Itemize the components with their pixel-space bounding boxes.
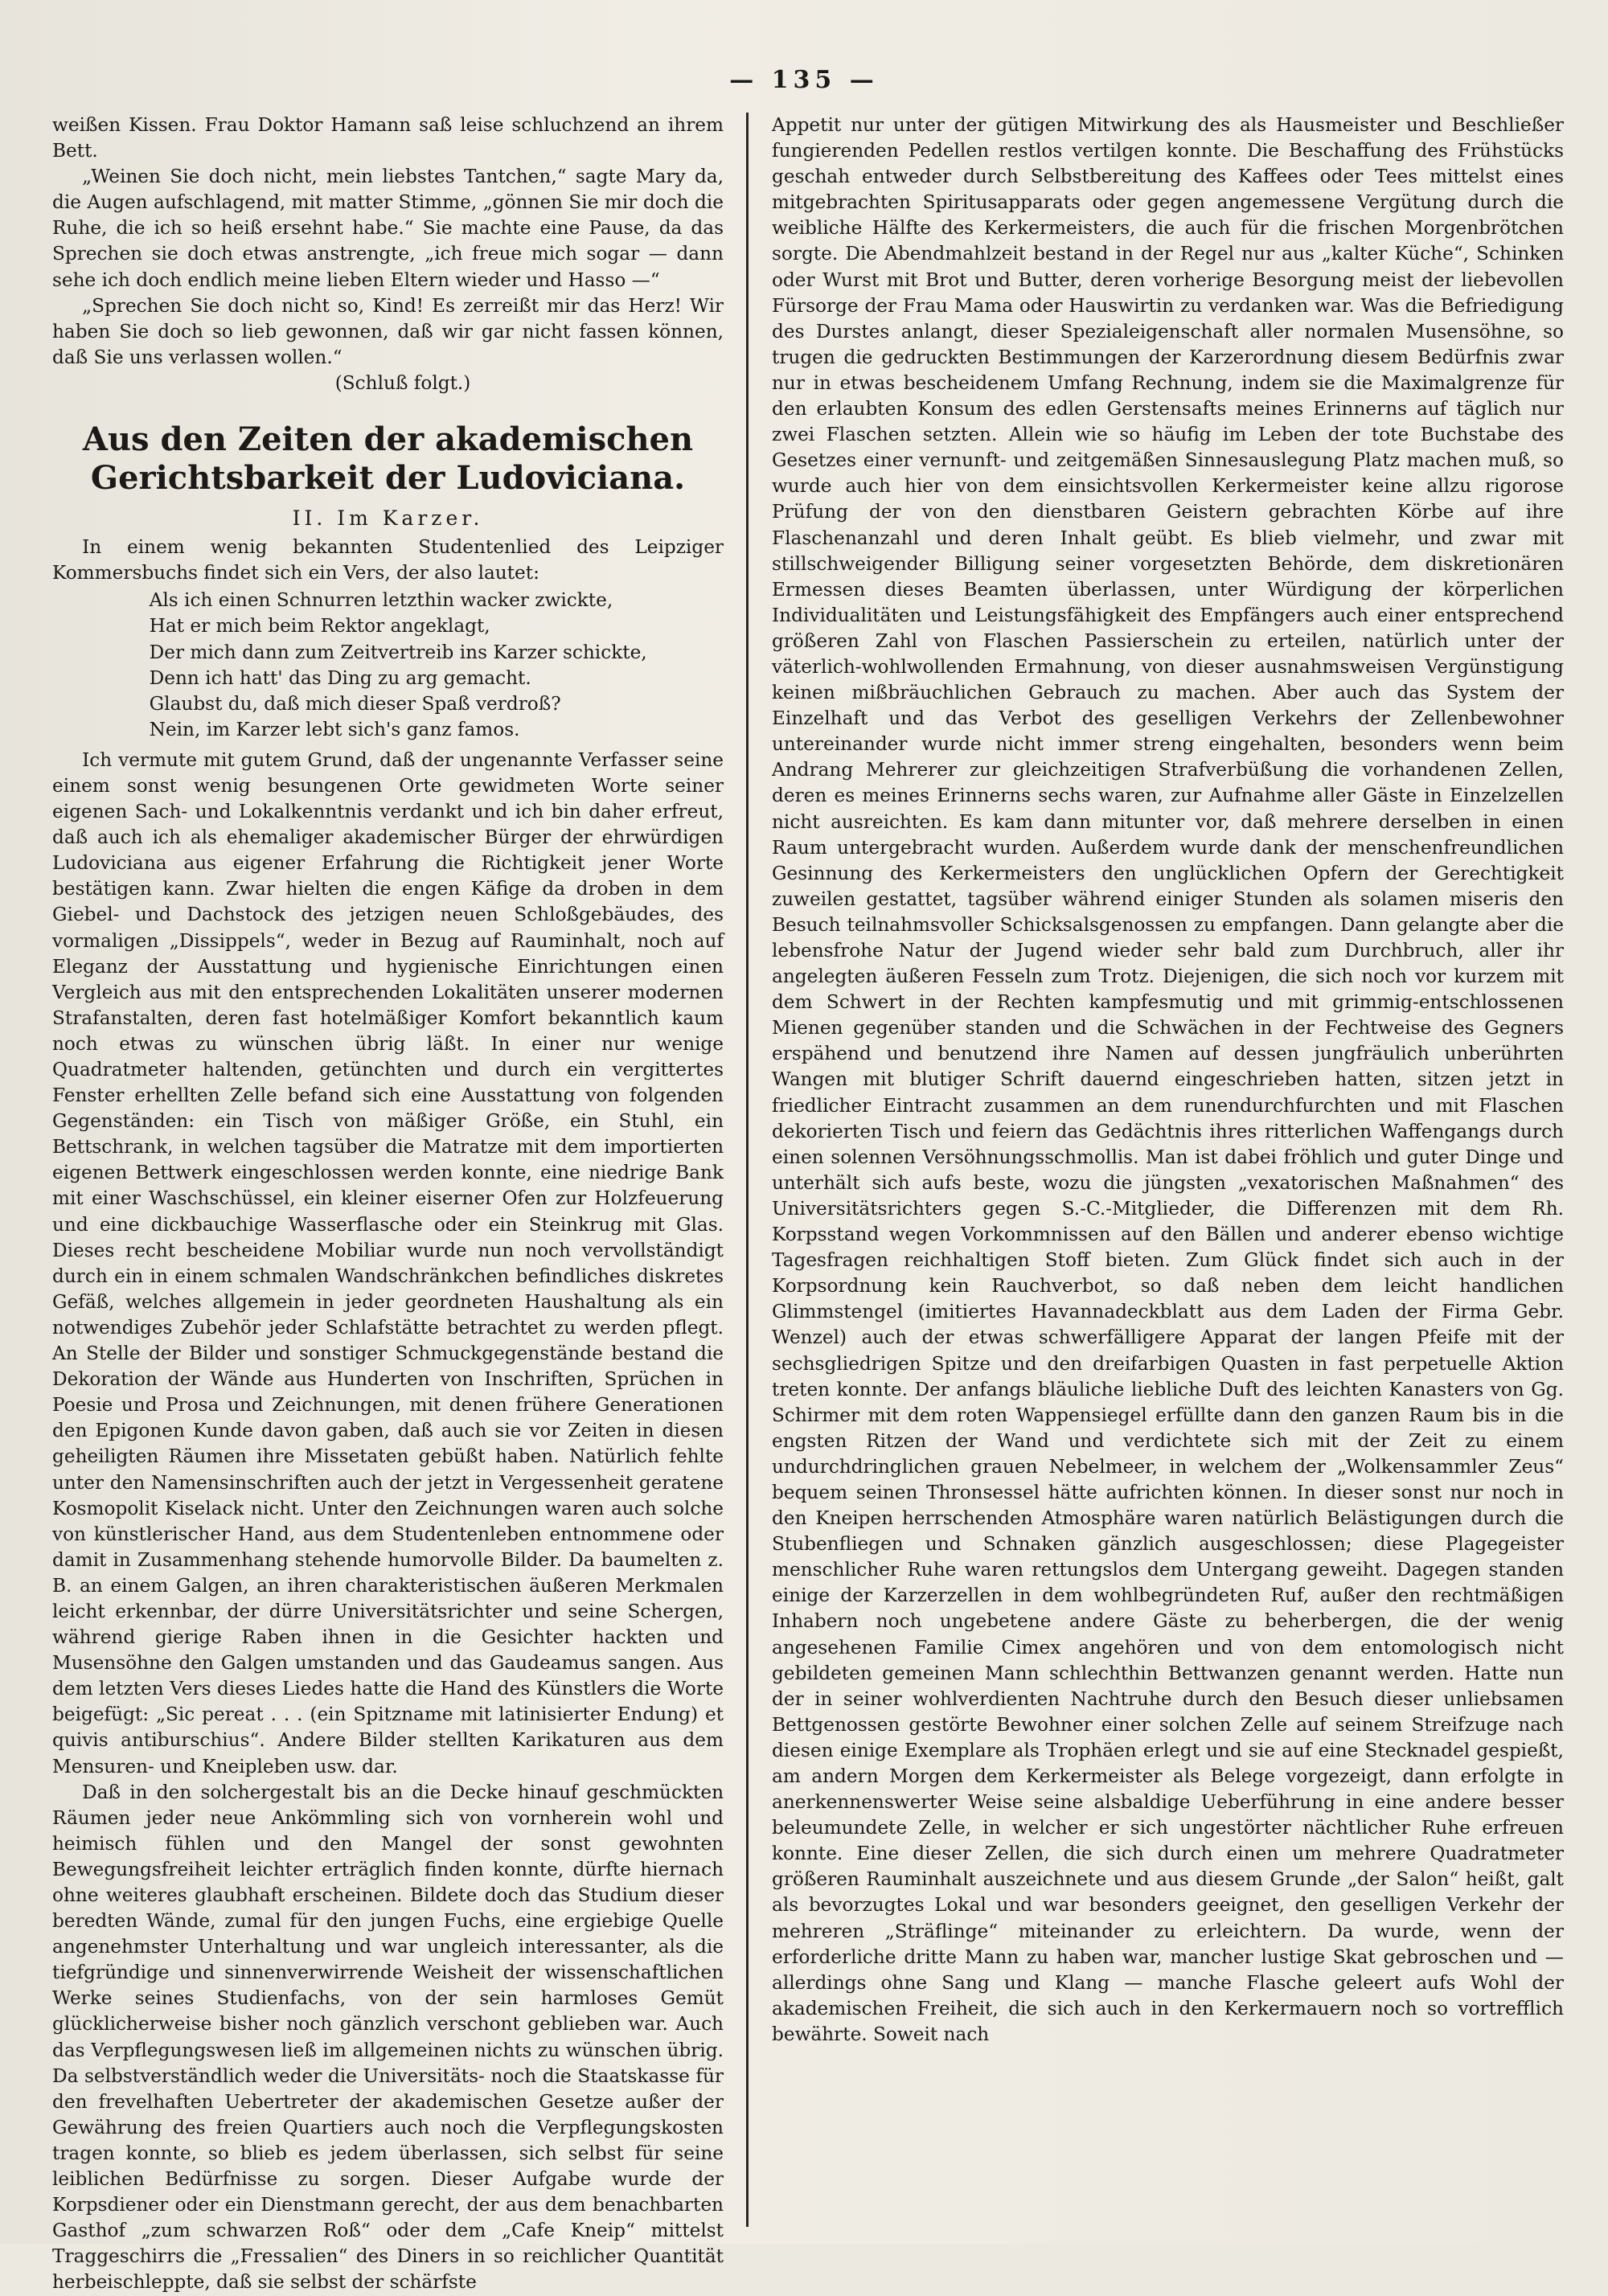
- column-rule: [746, 113, 749, 2227]
- left-column: [52, 113, 724, 2294]
- article-section: II. Im Karzer.: [292, 506, 484, 531]
- story-paragraph: „Sprechen Sie doch nicht so, Kind! Es zerreißt mir das Herz! Wir haben Sie doch so lieb gewonnen, daß wir gar nicht fassen können, daß Sie uns verlassen wollen.“: [52, 294, 724, 368]
- story-paragraph: weißen Kissen. Frau Doktor Hamann saß leise schluchzend an ihrem Bett.: [52, 114, 724, 162]
- article-paragraph: Ich vermute mit gutem Grund, daß der ungenannte Verfasser seine einem sonst wenig besungenen Orte gewidmeten Worte seiner eigenen Sach- und Lokalkenntnis verdankt und ich bin daher erfreut, daß auch ich als ehemaliger akademischer Bürger der ehrwürdigen Ludoviciana aus eigener Erfahrung die Richtigkeit jener Worte bestätigen kann. Zwar hielten die engen Käfige da droben in dem Giebel- und Dachstock des jetzigen neuen Schloßgebäudes, des vormaligen „Dissippels“, weder in Bezug auf Rauminhalt, noch auf Eleganz der Ausstattung und hygienische Einrichtungen einen Vergleich aus mit den entsprechenden Lokalitäten unserer modernen Strafanstalten, deren fast hotelmäßiger Komfort bekanntlich kaum noch etwas zu wünschen übrig läßt. In einer nur wenige Quadratmeter haltenden, getünchten und durch ein vergittertes Fenster erhellten Zelle befand sich eine Ausstattung von folgenden Gegenständen: ein Tisch von mäßiger Größe, ein Stuhl, ein Bettschrank, in welchen tagsüber die Matratze mit dem importierten eigenen Bettwerk eingeschlossen werden konnte, eine niedrige Bank mit einer Waschschüssel, ein kleiner eiserner Ofen zur Holzfeuerung und eine dickbauchige Wasserflasche oder ein Steinkrug mit Glas. Dieses recht bescheidene Mobiliar wurde nun noch vervollständigt durch ein in einem schmalen Wandschränkchen befindliches diskretes Gefäß, welches allgemein in jeder geordneten Haushaltung als ein notwendiges Zubehör jeder Schlafstätte betrachtet zu werden pflegt. An Stelle der Bilder und sonstiger Schmuckgegenstände bestand die Dekoration der Wände aus Hunderten von Inschriften, Sprüchen in Poesie und Prosa und Zeichnungen, mit denen frühere Generationen den Epigonen Kunde davon gaben, daß auch sie vor Zeiten in diesen geheiligten Räumen ihre Missetaten gebüßt haben. Natürlich fehlte unter den Namensinschriften auch der jetzt in Vergessenheit geratene Kosmopolit Kiselack nicht. Unter den Zeichnungen waren auch solche von künstlerischer Hand, aus dem Studentenleben entnommene oder damit in Zusammenhang stehende humorvolle Bilder. Da baumelten z. B. an einem Galgen, an ihren charakteristischen äußeren Merkmalen leicht erkennbar, der dürre Universitätsrichter und seine Schergen, während gierige Raben ihnen in die Gesichter hackten und Musensöhne den Galgen umstanden und das Gaudeamus sangen. Aus dem letzten Vers dieses Liedes hatte die Hand des Künstlers die Worte beigefügt: „Sic pereat . . . (ein Spitzname mit latinisierter Endung) et quivis antiburschius“. Andere Bilder stellten Karikaturen aus dem Mensuren- und Kneipleben usw. dar.: [52, 748, 724, 1777]
- continued-note: (Schluß folgt.): [334, 371, 471, 394]
- article-intro: In einem wenig bekannten Studentenlied des Leipziger Kommersbuchs findet sich ein Vers, der also lautet:: [52, 536, 724, 584]
- story-paragraph: „Weinen Sie doch nicht, mein liebstes Tantchen,“ sagte Mary da, die Augen aufschlagend, mit matter Stimme, „gönnen Sie mir doch die Ruhe, die ich so heiß ersehnt habe.“ Sie machte eine Pause, da das Sprechen sie doch etwas anstrengte, „ich freue mich sogar — dann sehe ich doch endlich meine lieben Eltern wieder und Hasso —“: [52, 166, 724, 291]
- article-paragraph: Appetit nur unter der gütigen Mitwirkung des als Hausmeister und Beschließer fungierenden Pedellen restlos vertilgen konnte. Die Beschaffung des Frühstücks geschah entweder durch Selbstbereitung des Kaffees oder Tees mittelst eines mitgebrachten Spiritusapparats oder gegen angemessene Vergütung durch die weibliche Hälfte des Kerkermeisters, die auch für die frischen Morgenbrötchen sorgte. Die Abendmahlzeit bestand in der Regel nur aus „kalter Küche“, Schinken oder Wurst mit Brot und Butter, deren vorherige Besorgung meist der liebevollen Fürsorge der Frau Mama oder Hauswirtin zu verdanken war. Was die Befriedigung des Durstes anlangt, dieser Spezialeigenschaft aller normalen Musensöhne, so trugen die gedruckten Bestimmungen der Karzerordnung diesem Bedürfnis zwar nur in etwas bescheidenem Umfang Rechnung, indem sie die Maximalgrenze für den erlaubten Konsum des edlen Gerstensafts meines Erinnerns auf täglich nur zwei Flaschen setzten. Allein wie so häufig im Leben der tote Buchstabe des Gesetzes einer vernunft- und zeitgemäßen Sinnesauslegung Platz machen muß, so wurde auch hier von dem einsichtsvollen Kerkermeister keine allzu rigorose Prüfung der von den dienstbaren Geistern gebrachten Körbe auf ihre Flaschenanzahl und deren Inhalt geübt. Es blieb vielmehr, und zwar mit stillschweigender Billigung seiner vorgesetzten Behörde, dem diskretionären Ermessen dieses Beamten überlassen, unter Würdigung der körperlichen Individualitäten und Leistungsfähigkeit des Empfängers auch einer entsprechend größeren Zahl von Flaschen Passierschein zu erteilen, natürlich unter der väterlich-wohlwollenden Ermahnung, von dieser ausnahmsweisen Vergünstigung keinen mißbräuchlichen Gebrauch zu machen. Aber auch das System der Einzelhaft und das Verbot des geselligen Verkehrs der Zellenbewohner untereinander wurde nicht immer streng eingehalten, besonders wenn beim Andrang Mehrerer zur gleichzeitigen Strafverbüßung die vorhandenen Zellen, deren es meines Erinnerns sechs waren, zur Aufnahme aller Gäste in Einzelzellen nicht ausreichten. Es kam dann mitunter vor, daß mehrere derselben in einen Raum untergebracht wurden. Außerdem wurde dank der menschenfreundlichen Gesinnung des Kerkermeisters den unglücklichen Opfern der Gerechtigkeit zuweilen gestattet, tagsüber während einiger Stunden als solamen miseris den Besuch teilnahmsvoller Schicksalsgenossen zu empfangen. Dann gelangte aber die lebensfrohe Natur der Jugend wieder sehr bald zum Durchbruch, aller ihr angelegten äußeren Fesseln zum Trotz. Diejenigen, die sich noch vor kurzem mit dem Schwert in der Rechten kampfesmutig und mit grimmig-entschlossenen Mienen gegenüber standen und die Schwächen in der Fechtweise des Gegners erspähend und benutzend ihre Namen auf dessen jungfräulich unberührten Wangen mit blutiger Schrift dauernd eingeschrieben hatten, sitzen jetzt in friedlicher Eintracht zusammen an dem runendurchfurchten und mit Flaschen dekorierten Tisch und feiern das Gedächtnis ihres ritterlichen Waffengangs durch einen solennen Versöhnungsschmollis. Man ist dabei fröhlich und guter Dinge und unterhält sich aufs beste, wozu die jüngsten „vexatorischen Maßnahmen“ des Universitätsrichters gegen S.-C.-Mitglieder, die Differenzen mit dem Rh. Korpsstand wegen Vorkommnissen auf den Bällen und anderer ebenso wichtige Tagesfragen reichhaltigen Stoff bieten. Zum Glück findet sich auch in der Korpsordnung kein Rauchverbot, so daß neben dem leicht handlichen Glimmstengel (imitiertes Havannadeckblatt aus dem Laden der Firma Gebr. Wenzel) auch der etwas schwerfälligere Apparat der langen Pfeife mit der sechsgliedrigen Spitze und den dreifarbigen Quasten in fast perpetuelle Aktion treten konnte. Der anfangs bläuliche liebliche Duft des leichten Kanasters von Gg. Schirmer mit dem roten Wappensiegel erfüllte dann den ganzen Raum bis in die engsten Ritzen der Wand und verdichtete sich mit der Zeit zu einem undurchdringlichen grauen Nebelmeer, in welchem der „Wolkensammler Zeus“ bequem seinen Thronsessel hätte aufrichten können. In dieser sonst nur noch in den Kneipen herrschenden Atmosphäre waren natürlich Belästigungen durch die Stubenfliegen und Schnaken gänzlich ausgeschlossen; diese Plagegeister menschlicher Ruhe waren rettungslos dem Untergang geweiht. Dagegen standen einige der Karzerzellen in dem wohlbegründeten Ruf, außer den rechtmäßigen Inhabern noch ungebetene andere Gäste zu beherbergen, die der wenig angesehenen Familie Cimex angehören und von dem entomologisch nicht gebildeten gemeinen Mann schlechthin Bettwanzen genannt werden. Hatte nun der in seiner wohlverdienten Nachtruhe durch den Besuch dieser unliebsamen Bettgenossen gestörte Bewohner einer solchen Zelle auf seinem Streifzuge nach diesen einige Exemplare als Trophäen erlegt und sie auf eine Stecknadel gespießt, am andern Morgen dem Kerkermeister als Belege vorgezeigt, dann erfolgte in anerkennenswerter Weise seine alsbaldige Ueberführung in eine andere besser beleumundete Zelle, in welcher er sich ungestörter nächtlicher Ruhe erfreuen konnte. Eine dieser Zellen, die sich durch einen um mehrere Quadratmeter größeren Rauminhalt auszeichnete und aus diesem Grunde „der Salon“ heißt, galt als bevorzugtes Lokal und war besonders geeignet, den geselligen Verkehr der mehreren „Sträflinge“ miteinander zu erleichtern. Da wurde, wenn der erforderliche dritte Mann zu haben war, mancher lustige Skat gebroschen und — allerdings ohne Sang und Klang — manche Flasche geleert aufs Wohl der akademischen Freiheit, die sich auch in den Kerkermauern noch so vortrefflich bewährte. Soweit nach: [772, 114, 1564, 2045]
- right-column: [772, 113, 1564, 2227]
- page-number: — 135 —: [729, 66, 879, 94]
- song-verse: Als ich einen Schnurren letzthin wacker zwickte, Hat er mich beim Rektor angeklagt, Der mich dann zum Zeitvertreib ins Karzer schickte, Denn ich hatt' das Ding zu arg gemacht. Glaubst du, daß mich dieser Spaß verdroß? Nein, im Karzer lebt sich's ganz famos.: [149, 589, 647, 740]
- article-title: Aus den Zeiten der akademischen Gerichtsbarkeit der Ludoviciana.: [82, 420, 694, 498]
- article-paragraph: Daß in den solchergestalt bis an die Decke hinauf geschmückten Räumen jeder neue Ankömmling sich von vornherein wohl und heimisch fühlen und den Mangel der sonst gewohnten Bewegungsfreiheit leichter erträglich finden konnte, dürfte hiernach ohne weiteres glaubhaft erscheinen. Bildete doch das Studium dieser beredten Wände, zumal für den jungen Fuchs, eine ergiebige Quelle angenehmster Unterhaltung und war ungleich interessanter, als die tiefgründige und sinnenverwirrende Weisheit der wissenschaftlichen Werke seines Studienfachs, von der sein harmloses Gemüt glücklicherweise bisher noch gänzlich verschont geblieben war. Auch das Verpflegungswesen ließ im allgemeinen nichts zu wünschen übrig. Da selbstverständlich weder die Universitäts- noch die Staatskasse für den frevelhaften Uebertreter der akademischen Gesetze außer der Gewährung des freien Quartiers auch noch die Verpflegungskosten tragen konnte, so blieb es jedem überlassen, sich selbst für seine leiblichen Bedürfnisse zu sorgen. Dieser Aufgabe wurde der Korpsdiener oder ein Dienstmann gerecht, der aus dem benachbarten Gasthof „zum schwarzen Roß“ oder dem „Cafe Kneip“ mittelst Traggeschirrs die „Fressalien“ des Diners in so reichlicher Quantität herbeischleppte, daß sie selbst der schärfste: [52, 1781, 724, 2294]
